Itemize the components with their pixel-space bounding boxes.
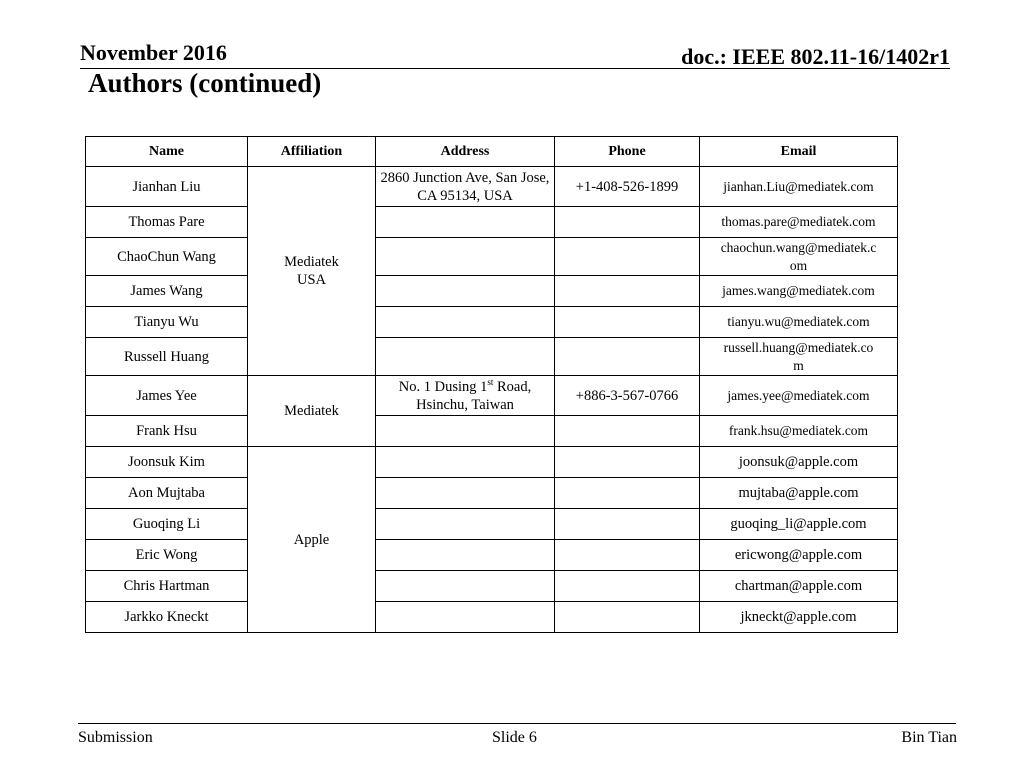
author-address bbox=[376, 509, 555, 540]
author-phone bbox=[555, 478, 700, 509]
footer-slide-number: Slide 6 bbox=[492, 729, 537, 746]
author-phone bbox=[555, 207, 700, 238]
author-phone: +886-3-567-0766 bbox=[555, 376, 700, 416]
table-row bbox=[86, 307, 898, 338]
author-affiliation: Apple bbox=[248, 447, 376, 633]
author-email: jianhan.Liu@mediatek.com bbox=[700, 167, 898, 207]
author-name: Guoqing Li bbox=[86, 509, 248, 540]
author-phone bbox=[555, 238, 700, 276]
address-text: No. 1 Dusing 1 bbox=[398, 378, 488, 395]
author-email: chaochun.wang@mediatek.c om bbox=[700, 238, 898, 276]
author-address bbox=[376, 376, 555, 416]
author-address bbox=[376, 238, 555, 276]
author-address bbox=[376, 338, 555, 376]
author-address bbox=[376, 478, 555, 509]
author-email: guoqing_li@apple.com bbox=[700, 509, 898, 540]
author-email: chartman@apple.com bbox=[700, 571, 898, 602]
author-address bbox=[376, 571, 555, 602]
author-email: ericwong@apple.com bbox=[700, 540, 898, 571]
author-email: jkneckt@apple.com bbox=[700, 602, 898, 633]
column-header-email: Email bbox=[700, 137, 898, 167]
author-address bbox=[376, 540, 555, 571]
author-email: thomas.pare@mediatek.com bbox=[700, 207, 898, 238]
author-phone bbox=[555, 307, 700, 338]
author-name: Thomas Pare bbox=[86, 207, 248, 238]
column-header-phone: Phone bbox=[555, 137, 700, 167]
table-row bbox=[86, 447, 898, 478]
author-email: james.yee@mediatek.com bbox=[700, 376, 898, 416]
author-phone bbox=[555, 602, 700, 633]
footer-divider bbox=[78, 723, 956, 724]
author-email: russell.huang@mediatek.co m bbox=[700, 338, 898, 376]
author-name: Jianhan Liu bbox=[86, 167, 248, 207]
table-row bbox=[86, 509, 898, 540]
author-address: 2860 Junction Ave, San Jose, CA 95134, USA bbox=[376, 167, 555, 207]
address-text-rest: Road, Hsinchu, Taiwan bbox=[416, 378, 532, 413]
author-phone: +1-408-526-1899 bbox=[555, 167, 700, 207]
table-row bbox=[86, 602, 898, 633]
header-doc-number: doc.: IEEE 802.11-16/1402r1 bbox=[681, 44, 950, 69]
footer-author: Bin Tian bbox=[901, 729, 957, 746]
table-row bbox=[86, 540, 898, 571]
author-name: Jarkko Kneckt bbox=[86, 602, 248, 633]
author-address bbox=[376, 602, 555, 633]
column-header-address: Address bbox=[376, 137, 555, 167]
author-name: Frank Hsu bbox=[86, 416, 248, 447]
author-phone bbox=[555, 540, 700, 571]
slide-title: Authors (continued) bbox=[88, 68, 322, 98]
author-name: James Yee bbox=[86, 376, 248, 416]
address-superscript: st bbox=[487, 376, 494, 387]
table-row bbox=[86, 207, 898, 238]
table-row bbox=[86, 338, 898, 376]
author-email: tianyu.wu@mediatek.com bbox=[700, 307, 898, 338]
author-name: Eric Wong bbox=[86, 540, 248, 571]
table-row bbox=[86, 376, 898, 416]
table-row bbox=[86, 416, 898, 447]
table-row bbox=[86, 276, 898, 307]
column-header-name: Name bbox=[86, 137, 248, 167]
table-row bbox=[86, 571, 898, 602]
author-name: Aon Mujtaba bbox=[86, 478, 248, 509]
author-phone bbox=[555, 338, 700, 376]
table-row bbox=[86, 478, 898, 509]
author-email: frank.hsu@mediatek.com bbox=[700, 416, 898, 447]
table-row bbox=[86, 167, 898, 207]
header-date: November 2016 bbox=[80, 40, 227, 65]
table-row bbox=[86, 238, 898, 276]
author-email: james.wang@mediatek.com bbox=[700, 276, 898, 307]
author-name: ChaoChun Wang bbox=[86, 238, 248, 276]
author-address bbox=[376, 207, 555, 238]
author-address bbox=[376, 276, 555, 307]
author-phone bbox=[555, 276, 700, 307]
author-name: Tianyu Wu bbox=[86, 307, 248, 338]
author-address bbox=[376, 416, 555, 447]
author-name: James Wang bbox=[86, 276, 248, 307]
author-name: Russell Huang bbox=[86, 338, 248, 376]
author-phone bbox=[555, 571, 700, 602]
author-affiliation: Mediatek USA bbox=[248, 167, 376, 376]
author-name: Joonsuk Kim bbox=[86, 447, 248, 478]
author-affiliation: Mediatek bbox=[248, 376, 376, 447]
author-phone bbox=[555, 447, 700, 478]
author-phone bbox=[555, 416, 700, 447]
table-header-row bbox=[86, 137, 898, 167]
author-address bbox=[376, 447, 555, 478]
footer-submission: Submission bbox=[78, 729, 153, 746]
author-phone bbox=[555, 509, 700, 540]
authors-table bbox=[85, 136, 898, 633]
column-header-affiliation: Affiliation bbox=[248, 137, 376, 167]
author-email: mujtaba@apple.com bbox=[700, 478, 898, 509]
author-email: joonsuk@apple.com bbox=[700, 447, 898, 478]
author-address bbox=[376, 307, 555, 338]
author-name: Chris Hartman bbox=[86, 571, 248, 602]
